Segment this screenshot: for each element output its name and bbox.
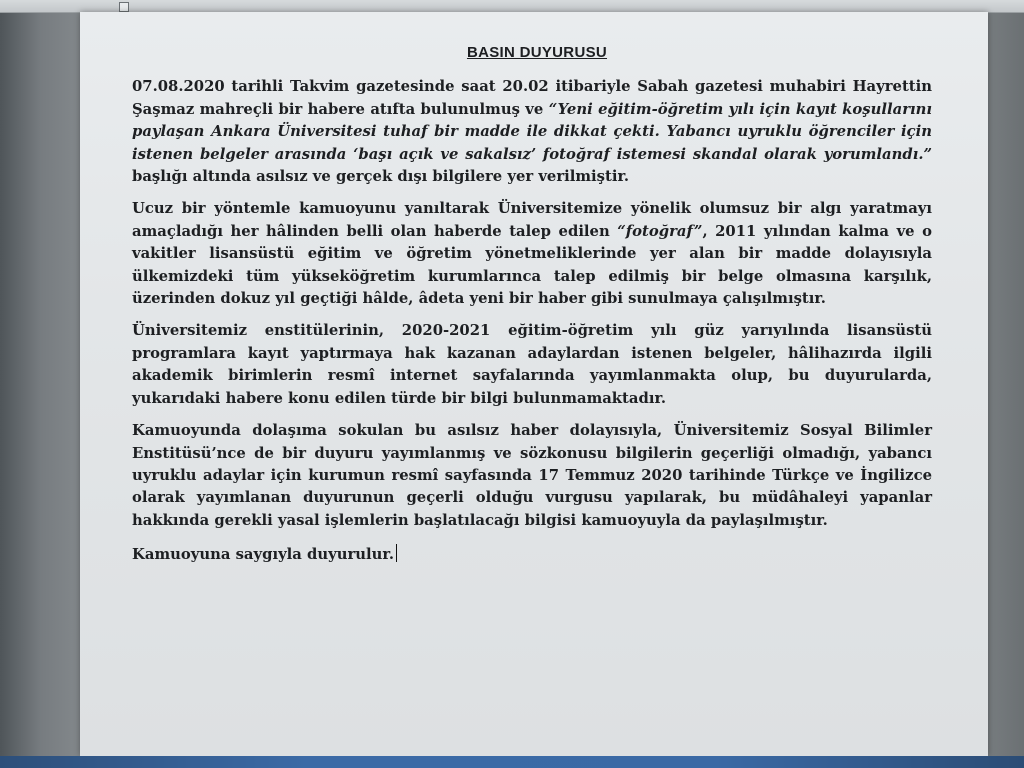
paragraph-2-quote: “fotoğraf” (617, 222, 703, 240)
paragraph-2 (132, 198, 932, 310)
document-page[interactable] (80, 12, 988, 756)
paragraph-2-text-a: Ucuz bir yöntemle kamuoyunu yanıltarak Üniversitemize yönelik olumsuz bir algı yaratmayı amaçladığı her hâlinden belli olan haberde talep edilen (132, 200, 932, 240)
paragraph-1 (132, 76, 932, 188)
paragraph-2-text-b: , 2011 yılından kalma ve o vakitler lisansüstü eğitim ve öğretim yönetmeliklerinde yer alan bir madde dolayısıyla ülkemizdeki tüm yükseköğretim kurumlarınca talep edilmiş bir belge olmasına karşılık, üzerinden dokuz yıl geçtiği hâlde, âdeta yeni bir haber gibi sunulmaya çalışılmıştır. (132, 222, 932, 308)
paragraph-1-quote: “Yeni eğitim-öğretim yılı için kayıt koşullarını paylaşan Ankara Üniversitesi tuhaf bir madde ile dikkat çekti. Yabancı uyruklu öğrenciler için istenen belgeler arasında ‘başı açık ve sakalsız’ fotoğraf istemesi skandal olarak yorumlandı.” (132, 100, 932, 163)
taskbar (0, 756, 1024, 768)
paragraph-3: Üniversitemiz enstitülerinin, 2020-2021 eğitim-öğretim yılı güz yarıyılında lisansüstü programlara kayıt yaptırmaya hak kazanan adaylardan istenen belgeler, hâlihazırda ilgili akademik birimlerin resmî internet sayfalarında yayımlanmakta olup, bu duyurularda, yukarıdaki habere konu edilen türde bir bilgi bulunmamaktadır. (132, 322, 932, 407)
document-body[interactable] (132, 42, 932, 577)
text-cursor (396, 544, 397, 562)
page-title: BASIN DUYURUSU (466, 44, 608, 61)
paragraph-1-text-a: 07.08.2020 tarihli Takvim gazetesinde saat 20.02 itibariyle Sabah gazetesi muhabiri Hayrettin Şaşmaz mahreçli bir habere atıfta bulunulmuş ve (132, 78, 932, 118)
paragraph-4: Kamuoyunda dolaşıma sokulan bu asılsız haber dolayısıyla, Üniversitemiz Sosyal Bilimler Enstitüsü’nce de bir duyuru yayımlanmış ve sözkonusu bilgilerin geçerliği olmadığı, yabancı uyruklu adaylar için kurumun resmî sayfasında 17 Temmuz 2020 tarihinde Türkçe ve İngilizce olarak yayımlanan duyurunun geçerli olduğu vurgusu yapılarak, bu müdâhaleyi yapanlar hakkında gerekli yasal işlemlerin başlatılacağı bilgisi kamuoyuyla da paylaşılmıştır. (132, 422, 932, 529)
margin-marker[interactable] (119, 2, 129, 12)
paragraph-1-text-b: başlığı altında asılsız ve gerçek dışı bilgilere yer verilmiştir. (132, 168, 630, 186)
closing-text: Kamuoyuna saygıyla duyurulur. (132, 546, 395, 564)
closing-line (132, 544, 932, 566)
